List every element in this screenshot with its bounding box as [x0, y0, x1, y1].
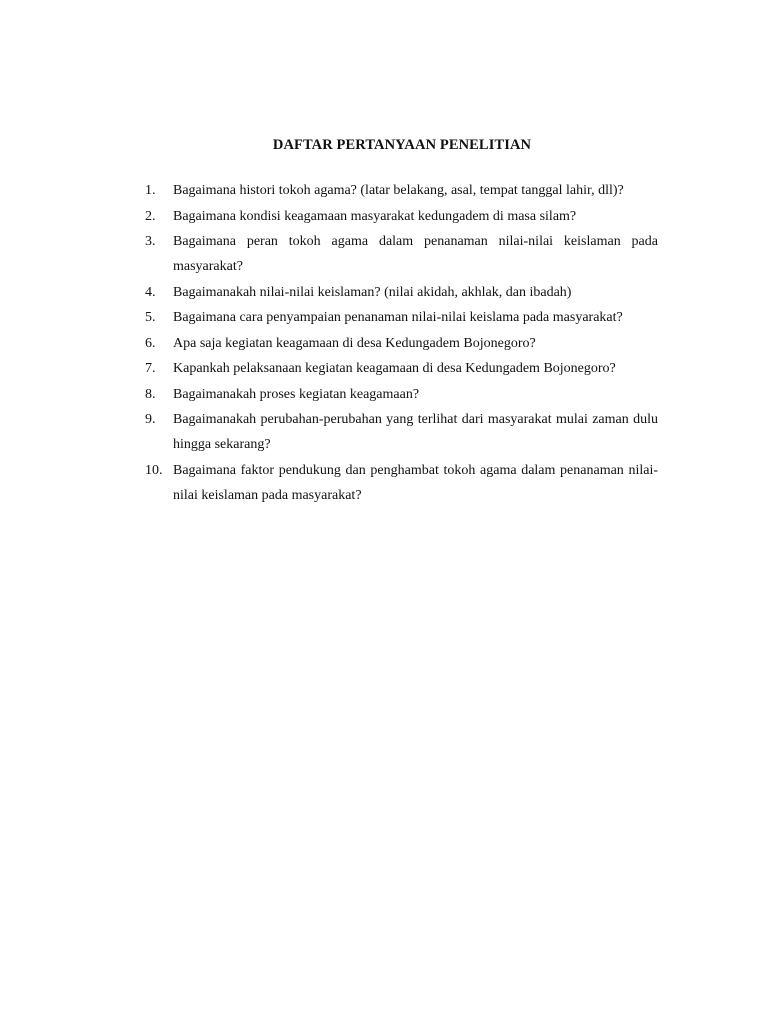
list-item	[145, 305, 658, 330]
question-text: Bagaimana histori tokoh agama? (latar belakang, asal, tempat tanggal lahir, dll)?	[173, 183, 624, 198]
question-number: 7.	[145, 361, 156, 376]
list-item	[145, 458, 658, 508]
question-number: 6.	[145, 335, 156, 351]
list-item	[145, 204, 658, 229]
question-text: Bagaimana peran tokoh agama dalam penanaman nilai-nilai keislaman pada masyarakat?	[173, 234, 658, 274]
question-number: 9.	[145, 412, 156, 427]
question-number: 1.	[145, 183, 156, 198]
question-text: Bagaimana faktor pendukung dan penghambat tokoh agama dalam penanaman nilai-nilai keislaman pada masyarakat?	[173, 462, 658, 503]
document-title: DAFTAR PERTANYAAN PENELITIAN	[272, 137, 532, 153]
list-item	[145, 356, 658, 381]
question-number: 5.	[145, 310, 156, 325]
list-item	[145, 229, 658, 279]
question-text: Bagaimana cara penyampaian penanaman nilai-nilai keislama pada masyarakat?	[173, 310, 623, 325]
question-text: Bagaimanakah proses kegiatan keagamaan?	[173, 386, 420, 402]
question-number: 8.	[145, 386, 156, 402]
question-list	[145, 178, 658, 508]
list-item	[145, 178, 658, 203]
list-item	[145, 407, 658, 457]
question-text: Apa saja kegiatan keagamaan di desa Kedungadem Bojonegoro?	[173, 335, 536, 351]
question-number: 2.	[145, 208, 156, 224]
question-number: 10.	[145, 462, 163, 478]
question-text: Bagaimana kondisi keagamaan masyarakat kedungadem di masa silam?	[173, 208, 577, 224]
question-text: Kapankah pelaksanaan kegiatan keagamaan di desa Kedungadem Bojonegoro?	[173, 361, 616, 376]
list-item	[145, 382, 658, 407]
question-number: 3.	[145, 234, 156, 249]
question-number: 4.	[145, 284, 156, 300]
question-text: Bagaimanakah nilai-nilai keislaman? (nilai akidah, akhlak, dan ibadah)	[173, 284, 572, 300]
question-text: Bagaimanakah perubahan-perubahan yang terlihat dari masyarakat mulai zaman dulu hingga sekarang?	[173, 412, 658, 452]
list-item	[145, 331, 658, 356]
list-item	[145, 280, 658, 305]
